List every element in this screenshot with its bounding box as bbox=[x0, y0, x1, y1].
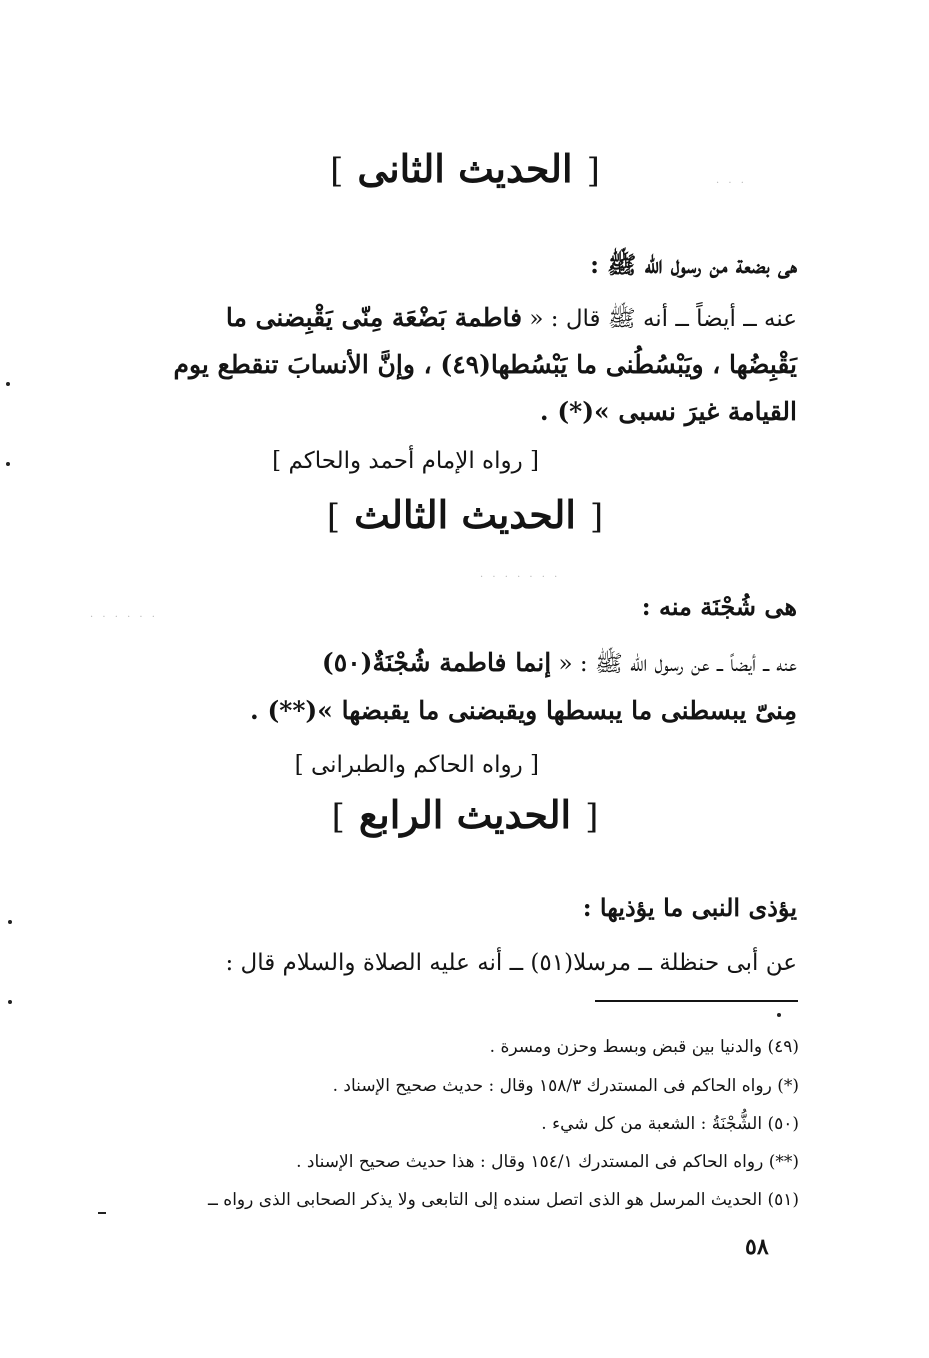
section-heading-hadith-4 bbox=[250, 792, 680, 837]
hadith-2-line-1 bbox=[226, 303, 797, 338]
footnote-49: (٤٩) والدنيا بين قبض وبسط وحزن ومسرة . bbox=[489, 1037, 799, 1057]
section-heading-hadith-2 bbox=[250, 146, 680, 191]
footnote-star: (*) رواه الحاكم فى المستدرك ١٥٨/٣ وقال : حديث صحيح الإسناد . bbox=[332, 1076, 799, 1096]
section-heading-hadith-3 bbox=[250, 492, 680, 537]
heading-text: الحديث الثالث bbox=[354, 492, 576, 537]
bracket-close: ] bbox=[330, 151, 344, 191]
scan-noise: · · · · · · · bbox=[480, 572, 561, 583]
hadith-3-quote-start: إنما فاطمة شُجْنَةٌ(٥٠) bbox=[321, 648, 552, 677]
hadith-2-line-2: يَقْبِضُها ، ويَبْسُطُنى ما يَبْسُطها(٤٩) ، وإنَّ الأنسابَ تنقطع يوم bbox=[173, 350, 797, 379]
bracket-close: ] bbox=[326, 497, 341, 537]
subheading-hadith-3: هى شُجْنَة منه : bbox=[641, 592, 797, 621]
subheading-hadith-4: يؤذى النبى ما يؤذيها : bbox=[582, 893, 797, 922]
scan-noise: · · · · · · bbox=[90, 612, 158, 623]
hadith-2-quote-start: فاطمة بَضْعَة مِنّى يَقْبِضنى ما bbox=[225, 303, 523, 332]
hadith-3-source: [ رواه الحاكم والطبرانى ] bbox=[294, 752, 539, 778]
footnote-divider bbox=[595, 1000, 798, 1002]
bracket-open: [ bbox=[585, 797, 599, 837]
margin-speck bbox=[8, 920, 12, 924]
subheading-hadith-2: هى بضعة من رسول الله ﷺ : bbox=[590, 250, 797, 279]
hadith-2-source: [ رواه الإمام أحمد والحاكم ] bbox=[272, 448, 539, 474]
bracket-open: [ bbox=[586, 151, 600, 191]
page-number: ٥٨ bbox=[745, 1234, 769, 1260]
ink-dot bbox=[777, 1013, 781, 1017]
footnote-50: (٥٠) الشُّجْنَةُ : الشعبة من كل شيء . bbox=[541, 1114, 799, 1134]
footnote-double-star: (**) رواه الحاكم فى المستدرك ١٥٤/١ وقال : هذا حديث صحيح الإسناد . bbox=[296, 1152, 799, 1172]
margin-speck bbox=[8, 1000, 12, 1004]
hadith-3-line-2: مِنىّ يبسطنى ما يبسطها ويقبضنى ما يقبضها »(**) . bbox=[250, 696, 797, 725]
margin-speck bbox=[6, 382, 10, 386]
hadith-4-line-1: عن أبى حنظلة ــ مرسلا(٥١) ــ أنه عليه الصلاة والسلام قال : bbox=[225, 950, 797, 976]
margin-speck bbox=[6, 462, 10, 466]
heading-text: الحديث الرابع bbox=[358, 792, 572, 837]
margin-speck bbox=[98, 1212, 106, 1214]
heading-text: الحديث الثانى bbox=[357, 146, 573, 191]
hadith-3-line-1 bbox=[322, 648, 797, 683]
hadith-2-line-3: القيامة غيرَ نسبى »(*) . bbox=[539, 397, 797, 426]
footnote-51: (٥١) الحديث المرسل هو الذى اتصل سنده إلى التابعى ولا يذكر الصحابى الذى رواه ــ bbox=[207, 1190, 799, 1210]
hadith-2-intro: عنه ــ أيضاً ــ أنه ﷺ قال : « bbox=[529, 306, 797, 332]
bracket-open: [ bbox=[589, 497, 604, 537]
scan-noise: · · · bbox=[716, 178, 747, 189]
hadith-3-intro: عنه ــ أيضاً ــ عن رسول الله ﷺ : « bbox=[558, 651, 797, 677]
bracket-close: ] bbox=[331, 797, 345, 837]
